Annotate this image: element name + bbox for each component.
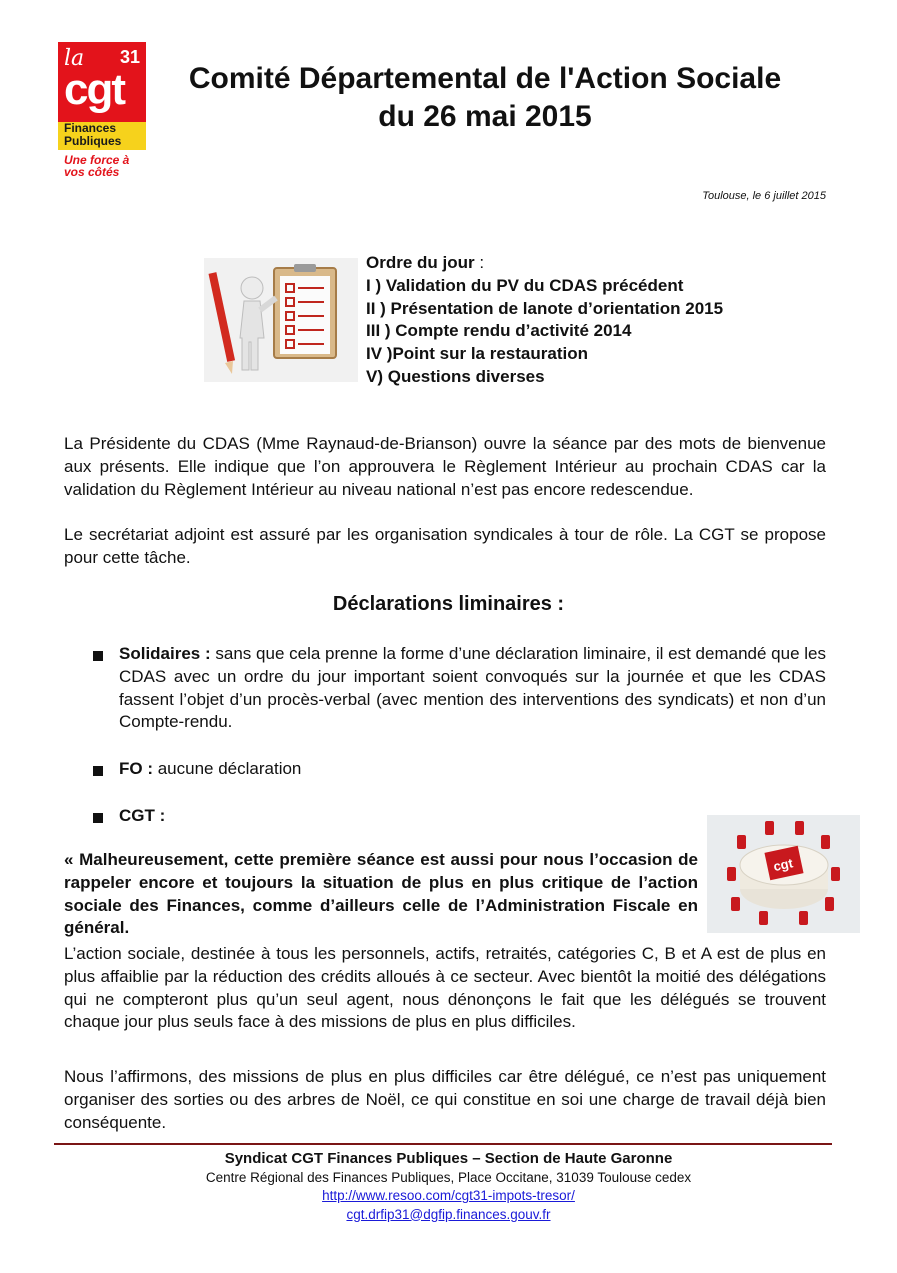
logo-slogan: Une force à vos côtés: [64, 153, 130, 179]
logo-la-text: la: [64, 46, 85, 71]
declaration-cgt: CGT :: [119, 806, 166, 825]
missions-paragraph: Nous l’affirmons, des missions de plus en plus difficiles car être délégué, ce n’est pas uniquement organiser des sorties ou des arbres de Noël, ce qui constitue en soi une charge de travail déjà bien conséquente.: [64, 1067, 826, 1132]
agenda-item: IV )Point sur la restauration: [366, 344, 588, 364]
secretariat-paragraph: Le secrétariat adjoint est assuré par les organisation syndicales à tour de rôle. La CGT se propose pour cette tâche.: [64, 525, 826, 567]
footer-email-link[interactable]: cgt.drfip31@dgfip.finances.gouv.fr: [346, 1206, 551, 1222]
cgt-logo: [58, 42, 146, 182]
agenda: [366, 252, 723, 389]
round-table-illustration: [707, 815, 860, 933]
agenda-item: V) Questions diverses: [366, 366, 545, 386]
declaration-fo: FO : aucune déclaration: [119, 759, 302, 778]
opening-paragraph: La Présidente du CDAS (Mme Raynaud-de-Brianson) ouvre la séance par des mots de bienvenue aux présents. Elle indique que l’on approuvera le Règlement Intérieur au prochain CDAS car la validation du Règlement Intérieur au niveau national n’est pas encore redescendue.: [64, 434, 826, 499]
agenda-item: I ) Validation du PV du CDAS précédent: [366, 275, 684, 295]
bullet-square-icon: [93, 651, 103, 661]
agenda-item: II ) Présentation de lanote d’orientation 2015: [366, 298, 724, 318]
date-line: Toulouse, le 6 juillet 2015: [702, 190, 826, 202]
footer: [0, 1150, 897, 1224]
footer-address: Centre Régional des Finances Publiques, Place Occitane, 31039 Toulouse cedex: [205, 1169, 692, 1185]
bullet-square-icon: [93, 766, 103, 776]
logo-cgt-text: cgt: [64, 65, 124, 114]
title-line-2: du 26 mai 2015: [378, 100, 592, 133]
bullet-square-icon: [93, 813, 103, 823]
footer-organization: Syndicat CGT Finances Publiques – Section de Haute Garonne: [224, 1150, 673, 1167]
agenda-heading: Ordre du jour :: [366, 253, 485, 272]
footer-website-link[interactable]: http://www.resoo.com/cgt31-impots-tresor/: [322, 1188, 575, 1203]
svg-text:cgt: cgt: [771, 855, 795, 875]
footer-divider: [54, 1143, 832, 1145]
logo-number: 31: [119, 47, 140, 67]
declaration-solidaires: Solidaires : sans que cela prenne la forme d’une déclaration liminaire, il est demandé que les CDAS avec un ordre du jour important soient convoqués sur la journée et que les CDAS fassent l’objet d’un procès-verbal (avec mention des interventions des syndicats) et non d’un Compte-rendu.: [119, 644, 826, 732]
declarations-heading: Déclarations liminaires :: [332, 593, 565, 615]
agenda-item: III ) Compte rendu d’activité 2014: [366, 321, 632, 341]
title-line-1: Comité Départemental de l'Action Sociale: [188, 62, 782, 95]
logo-finances-text: Finances Publiques: [64, 121, 122, 148]
checklist-illustration: [204, 258, 358, 382]
cgt-quote: « Malheureusement, cette première séance est aussi pour nous l’occasion de rappeler encore et toujours la situation de plus en plus critique de l’action sociale des Finances, comme d’ailleurs celle de l’Administration Fiscale en général.: [64, 850, 698, 938]
document-title: [140, 60, 830, 136]
action-sociale-paragraph: L’action sociale, destinée à tous les personnels, actifs, retraités, catégories C, B et A est de plus en plus affaiblie par la réduction des crédits alloués à ce secteur. Avec bientôt la moitié des délégations qui ne compteront plus qu’un seul agent, nous dénonçons le fait que les délégués se trouvent chaque jour plus seuls face à des missions de plus en plus difficiles.: [64, 944, 826, 1032]
